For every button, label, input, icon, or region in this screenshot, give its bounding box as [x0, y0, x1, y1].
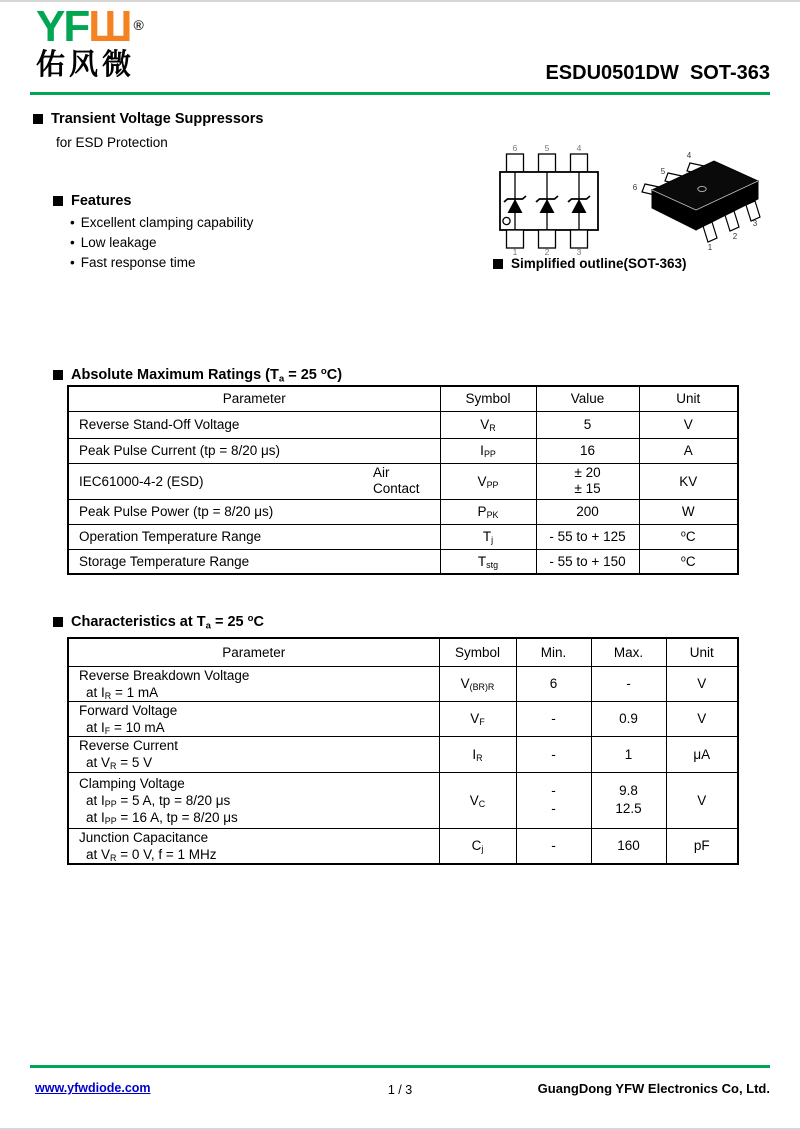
pin-number: 2 [544, 247, 550, 256]
characteristics-table [67, 637, 739, 865]
cell-parameter [68, 828, 439, 864]
col-header-symbol: Symbol [440, 386, 536, 411]
cell-unit: W [639, 499, 738, 524]
cell-condition: Air Contact [372, 465, 420, 496]
pin1-marker-icon [503, 217, 510, 224]
cell-unit: V [666, 666, 738, 701]
cell-parameter: Reverse Stand-Off Voltage [68, 411, 440, 438]
table-row [68, 411, 738, 438]
features-heading-label: Features [71, 193, 132, 209]
cell-condition: at $I_{PP} = 5$ A, tp = 8/20 μs at $I_{PP} = 16$ A, tp = 8/20 μs [86, 792, 238, 826]
col-header-parameter: Parameter [68, 638, 439, 666]
cell-parameter: Peak Pulse Power (tp = 8/20 μs) [68, 499, 440, 524]
characteristics-heading-label: Characteristics at $T_a = 25$ $^o$C [71, 613, 264, 632]
col-header-min: Min. [516, 638, 591, 666]
cell-max: 1 [591, 736, 666, 772]
cell-condition: at $I_R = 1$ mA [86, 684, 159, 701]
pin-stub [539, 230, 556, 248]
pin-number: 4 [576, 143, 582, 153]
col-header-symbol: Symbol [439, 638, 516, 666]
page-number: 1 / 3 [387, 1083, 413, 1097]
cell-parameter-label: Clamping Voltage [79, 775, 185, 791]
company-name: GuangDong YFW Electronics Co, Ltd. [537, 1081, 770, 1096]
cell-unit: V [639, 411, 738, 438]
table-row [68, 701, 738, 736]
cell-parameter-label: Junction Capacitance [79, 829, 209, 845]
logo-w-glyph: Ш [88, 2, 131, 51]
section-marker-icon [53, 617, 63, 627]
pin-stub [507, 154, 524, 172]
cell-parameter [68, 772, 439, 828]
cell-symbol: $V_{(BR)R}$ [439, 666, 516, 701]
cell-symbol: $C_j$ [439, 828, 516, 864]
cell-value: - 55 to + 125 [536, 524, 639, 549]
cell-value: 5 [536, 411, 639, 438]
cell-parameter [68, 666, 439, 701]
pin-number: 3 [752, 219, 758, 228]
cell-value: 200 [536, 499, 639, 524]
cell-unit: pF [666, 828, 738, 864]
cell-symbol: $V_R$ [440, 411, 536, 438]
feature-item-label: Fast response time [80, 255, 196, 270]
abs-max-heading [53, 367, 342, 383]
table-row [68, 666, 738, 701]
package-body [652, 161, 758, 230]
logo-yf-letters: YF [36, 2, 89, 51]
cell-condition: at $V_R = 0$ V, f = 1 MHz [86, 846, 217, 863]
yfw-logo-text [36, 2, 144, 51]
cell-min: - [516, 701, 591, 736]
characteristics-heading [53, 614, 264, 630]
bullet-icon: • [70, 235, 75, 250]
registered-mark-icon: ® [133, 17, 144, 33]
bullet-icon: • [70, 255, 75, 270]
cell-unit: $^o$C [639, 524, 738, 549]
pin-stub [507, 230, 524, 248]
cell-symbol: $P_{PK}$ [440, 499, 536, 524]
col-header-unit: Unit [639, 386, 738, 411]
pin-number: 1 [707, 243, 713, 252]
cell-parameter: Storage Temperature Range [68, 549, 440, 574]
pin-number: 1 [512, 247, 518, 256]
cell-max: - [591, 666, 666, 701]
cell-max: 9.8 12.5 [591, 772, 666, 828]
outline-caption [493, 256, 687, 271]
section-marker-icon [33, 114, 43, 124]
table-header-row [68, 386, 738, 411]
cell-parameter [68, 463, 440, 499]
pin-number: 2 [732, 232, 738, 241]
section-marker-icon [53, 370, 63, 380]
cell-symbol: $V_F$ [439, 701, 516, 736]
website-link[interactable]: www.yfwdiode.com [35, 1081, 151, 1095]
cell-parameter-label: Reverse Breakdown Voltage [79, 667, 250, 683]
abs-max-heading-label: Absolute Maximum Ratings ($T_a = 25$ $^o$C) [71, 366, 343, 385]
cell-min: - - [516, 772, 591, 828]
section-marker-icon [53, 196, 63, 206]
cell-unit: A [639, 438, 738, 463]
bullet-icon: • [70, 215, 75, 230]
cell-parameter-label: Reverse Current [79, 738, 179, 753]
tvs-array-schematic [487, 142, 611, 256]
cell-parameter-label: Forward Voltage [79, 702, 178, 718]
col-header-unit: Unit [666, 638, 738, 666]
cell-condition: at $V_R = 5$ V [86, 755, 153, 772]
pin-number: 6 [512, 143, 518, 153]
cell-symbol: $T_j$ [440, 524, 536, 549]
table-row [68, 499, 738, 524]
cell-parameter [68, 701, 439, 736]
table-row [68, 549, 738, 574]
cell-parameter-label: IEC61000-4-2 (ESD) [79, 473, 204, 489]
table-row [68, 524, 738, 549]
logo-chinese-name: 佑风微 [36, 49, 136, 81]
cell-parameter: Peak Pulse Current (tp = 8/20 μs) [68, 438, 440, 463]
features-heading [53, 193, 131, 209]
cell-symbol: $I_R$ [439, 736, 516, 772]
cell-condition: at $I_F = 10$ mA [86, 719, 165, 736]
feature-item-label: Low leakage [80, 235, 157, 250]
yfw-logo [36, 2, 144, 81]
pin-stub [571, 154, 588, 172]
intro-heading [33, 111, 263, 127]
cell-unit: $^o$C [639, 549, 738, 574]
feature-item-label: Excellent clamping capability [80, 215, 254, 230]
zener-diode-symbols [504, 196, 590, 213]
cell-symbol: $V_{PP}$ [440, 463, 536, 499]
header-green-rule [30, 92, 770, 95]
cell-unit: KV [639, 463, 738, 499]
pin-stub [539, 154, 556, 172]
table-header-row [68, 638, 738, 666]
table-row [68, 438, 738, 463]
package-3d-drawing [622, 146, 772, 254]
feature-item [70, 255, 196, 270]
intro-subheading: for ESD Protection [56, 135, 168, 150]
footer-green-rule [30, 1065, 770, 1068]
table-row [68, 463, 738, 499]
cell-symbol: $T_{stg}$ [440, 549, 536, 574]
cell-min: - [516, 828, 591, 864]
cell-symbol: $V_C$ [439, 772, 516, 828]
feature-item [70, 215, 253, 230]
col-header-parameter: Parameter [68, 386, 440, 411]
cell-value: - 55 to + 150 [536, 549, 639, 574]
schematic-svg [487, 142, 611, 256]
section-marker-icon [493, 259, 503, 269]
pin-number: 5 [544, 143, 550, 153]
page-title: ESDU0501DW SOT-363 [545, 62, 770, 84]
cell-parameter: Operation Temperature Range [68, 524, 440, 549]
col-header-max: Max. [591, 638, 666, 666]
cell-unit: V [666, 772, 738, 828]
pin-number: 5 [660, 167, 666, 176]
pin-stub [571, 230, 588, 248]
cell-min: 6 [516, 666, 591, 701]
col-header-value: Value [536, 386, 639, 411]
cell-parameter [68, 736, 439, 772]
table-row [68, 736, 738, 772]
intro-heading-label: Transient Voltage Suppressors [51, 111, 264, 127]
cell-unit: V [666, 701, 738, 736]
pin-number: 3 [576, 247, 582, 256]
cell-value: 16 [536, 438, 639, 463]
cell-value: ± 20 ± 15 [536, 463, 639, 499]
cell-symbol: $I_{PP}$ [440, 438, 536, 463]
table-row [68, 828, 738, 864]
cell-min: - [516, 736, 591, 772]
table-row [68, 772, 738, 828]
pin-number: 6 [632, 183, 638, 192]
cell-unit: μA [666, 736, 738, 772]
cell-max: 0.9 [591, 701, 666, 736]
outline-caption-label: Simplified outline(SOT-363) [511, 256, 687, 271]
package-svg [622, 146, 772, 254]
pin-number: 4 [686, 151, 692, 160]
cell-max: 160 [591, 828, 666, 864]
abs-max-table [67, 385, 739, 575]
feature-item [70, 235, 157, 250]
